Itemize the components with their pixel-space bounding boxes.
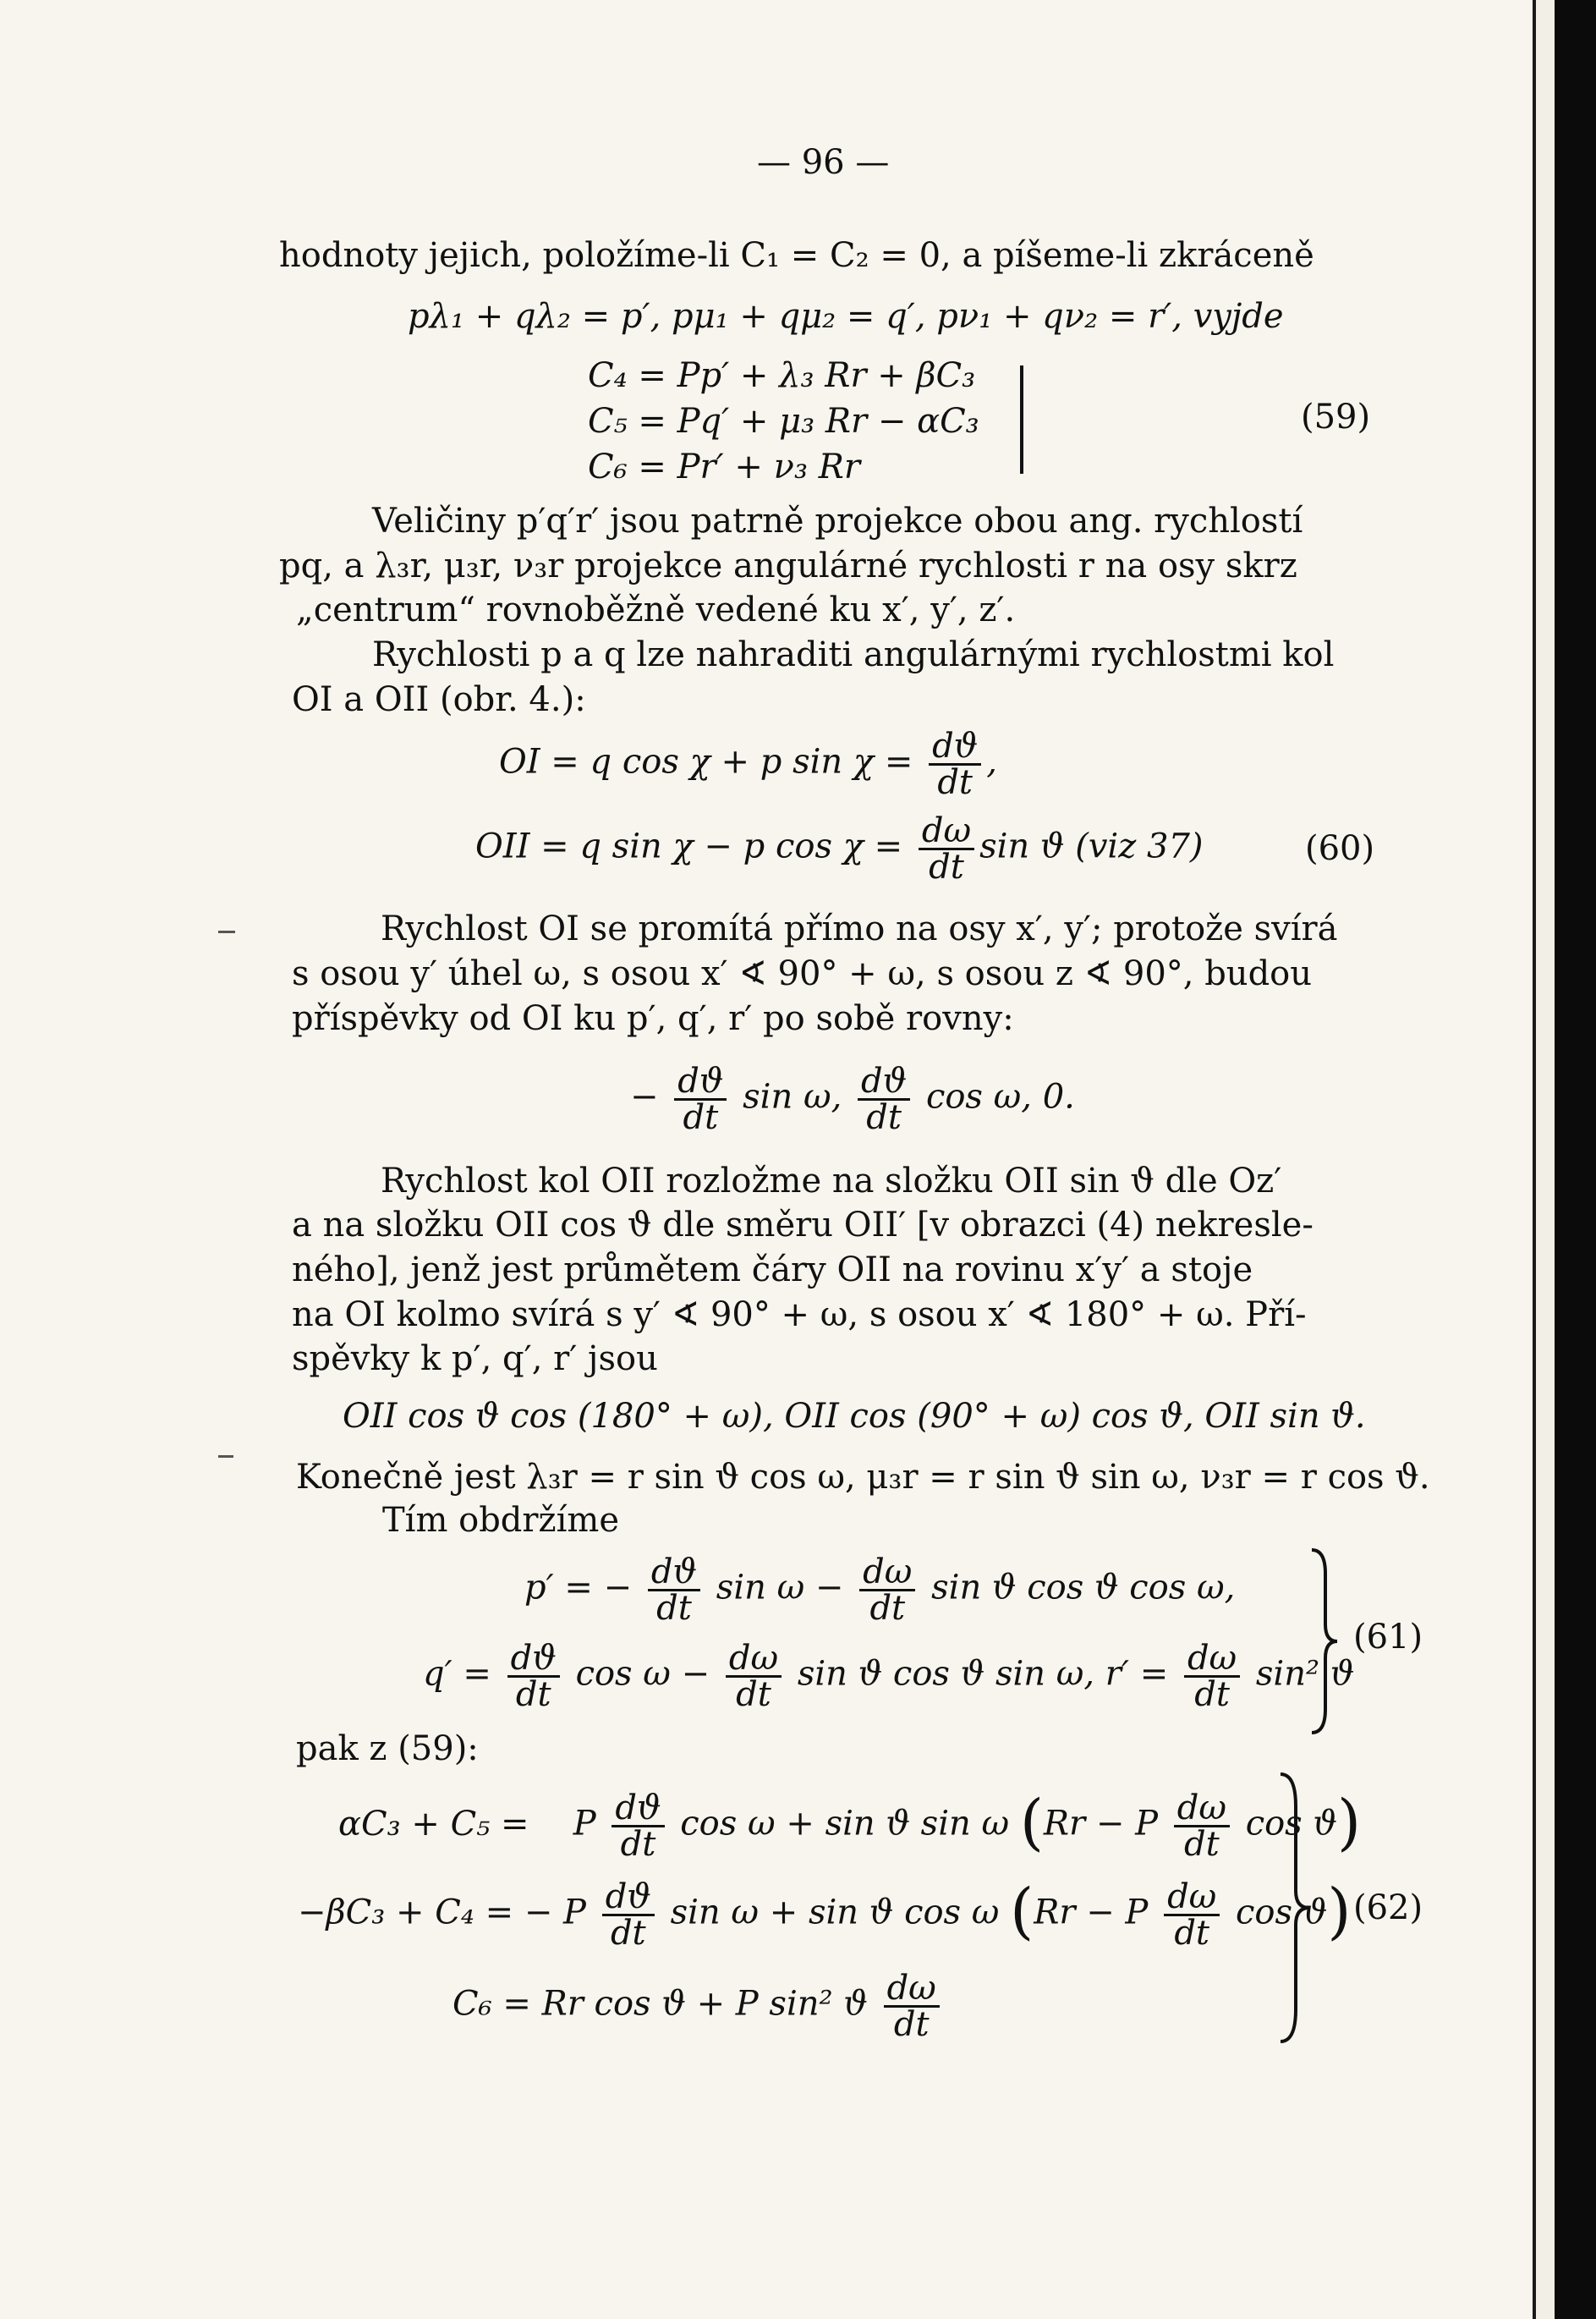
denominator: dt — [937, 763, 974, 802]
eq62-left-1: αC₃ + C₅ = — [338, 1804, 529, 1844]
numerator: dω — [859, 1555, 915, 1591]
numerator: dϑ — [648, 1555, 700, 1591]
page-number: — 96 — — [757, 143, 890, 182]
text-line-5: „centrum“ rovnoběžně vedené ku x′, y′, z′. — [296, 591, 1016, 629]
numerator: dϑ — [929, 729, 981, 766]
equation-60-line-2 — [475, 811, 1204, 887]
denominator: dt — [1174, 1914, 1210, 1953]
fraction — [674, 1064, 727, 1135]
eq60-left-2: OII = q sin χ − p cos χ = — [475, 827, 903, 866]
eq62-in-2: Rr − P — [1034, 1893, 1149, 1932]
numerator: dω — [1184, 1641, 1240, 1678]
text-line-17: Konečně jest λ₃r = r sin ϑ cos ω, μ₃r = r sin ϑ sin ω, ν₃r = r cos ϑ. — [296, 1458, 1430, 1497]
eq61-end-1: sin ϑ cos ϑ cos ω, — [931, 1568, 1236, 1607]
numerator: dω — [919, 814, 974, 850]
left-paren: ( — [1019, 1786, 1044, 1858]
oi-components — [630, 1064, 1075, 1135]
numerator: dω — [1164, 1880, 1220, 1916]
text-line-14: na OI kolmo svírá s y′ ∢ 90° + ω, s osou x′ ∢ 180° + ω. Pří- — [292, 1295, 1307, 1334]
fraction — [507, 1641, 560, 1712]
eq62-mid-1: cos ω + sin ϑ sin ω — [680, 1804, 1010, 1844]
eq60-left-1: OI = q cos χ + p sin χ = — [499, 742, 913, 782]
text-line-3: Veličiny p′q′r′ jsou patrně projekce obou ang. rychlostí — [372, 502, 1303, 541]
brace-59 — [1020, 365, 1023, 474]
equation-61-line-2 — [423, 1641, 1354, 1712]
equation-number-59: (59) — [1301, 398, 1371, 437]
page-edge — [1533, 0, 1555, 2319]
equation-number-61: (61) — [1353, 1618, 1423, 1657]
eq62-left-2: −βC₃ + C₄ = − P — [298, 1893, 586, 1932]
margin-mark — [218, 931, 235, 933]
equation-60-line-1 — [499, 729, 997, 800]
denominator: dt — [515, 1675, 551, 1714]
text-line-9: s osou y′ úhel ω, s osou x′ ∢ 90° + ω, s osou z ∢ 90°, budou — [292, 954, 1313, 993]
eq61-mid2-2: sin ϑ cos ϑ sin ω, r′ = — [797, 1654, 1169, 1694]
eq62-end-2: cos ϑ — [1236, 1893, 1328, 1932]
text-line-19: pak z (59): — [296, 1729, 479, 1768]
equation-59-line-2: C₅ = Pq′ + μ₃ Rr − αC₃ — [588, 402, 979, 441]
equation-number-62: (62) — [1353, 1888, 1423, 1927]
fraction — [726, 1641, 782, 1712]
text-line-13: ného], jenž jest průmětem čáry OII na rovinu x′y′ a stoje — [292, 1250, 1253, 1289]
left-paren: ( — [1010, 1875, 1034, 1947]
fraction — [929, 729, 981, 800]
numerator: dω — [884, 1971, 940, 2008]
eq61-mid-2: cos ω − — [575, 1654, 710, 1694]
numerator: dω — [1174, 1791, 1230, 1827]
eq62-mid-2: sin ω + sin ϑ cos ω — [670, 1893, 1000, 1932]
fraction — [859, 1552, 915, 1628]
text-line-12: a na složku OII cos ϑ dle směru OII′ [v obrazci (4) nekresle- — [292, 1206, 1314, 1245]
denominator: dt — [656, 1589, 692, 1628]
denominator: dt — [610, 1914, 646, 1953]
fraction — [884, 1969, 940, 2044]
numerator: dω — [726, 1641, 782, 1678]
fraction — [858, 1064, 910, 1135]
eq60-comma: , — [986, 742, 997, 782]
brace-61 — [1307, 1548, 1341, 1734]
equation-62-line-1 — [338, 1786, 1362, 1864]
equation-62-line-3 — [452, 1969, 945, 2044]
text-line-16: OII cos ϑ cos (180° + ω), OII cos (90° + ω) cos ϑ, OII sin ϑ. — [343, 1397, 1366, 1436]
text-line-4: pq, a λ₃r, μ₃r, ν₃r projekce angulárné rychlosti r na osy skrz — [279, 547, 1297, 585]
eq62-in-1: Rr − P — [1043, 1804, 1159, 1844]
fraction — [1174, 1789, 1230, 1864]
numerator: dϑ — [612, 1791, 664, 1827]
eq61-left-1: p′ = − — [524, 1568, 633, 1607]
equation-61-line-1 — [524, 1552, 1236, 1628]
equation-number-60: (60) — [1305, 829, 1375, 868]
text-line-8: Rychlost OI se promítá přímo na osy x′, y′; protože svírá — [381, 909, 1338, 948]
text-line-18: Tím obdržíme — [382, 1501, 619, 1540]
eq60-end: sin ϑ (viz 37) — [979, 827, 1204, 866]
eq62-P: P — [573, 1804, 596, 1844]
text-line-2: pλ₁ + qλ₂ = p′, pμ₁ + qμ₂ = q′, pν₁ + qν₂ = r′, vyjde — [408, 297, 1284, 336]
eq61-end-2: sin² ϑ — [1255, 1654, 1355, 1694]
minus-sign: − — [630, 1077, 659, 1117]
scan-border — [1555, 0, 1596, 2319]
denominator: dt — [866, 1098, 902, 1137]
numerator: dϑ — [602, 1880, 655, 1916]
eq61-mid-1: sin ω − — [716, 1568, 844, 1607]
text-line-11: Rychlost kol OII rozložme na složku OII sin ϑ dle Oz′ — [381, 1162, 1282, 1201]
denominator: dt — [683, 1098, 719, 1137]
denominator: dt — [929, 848, 964, 887]
text-line-6: Rychlosti p a q lze nahraditi angulárnými rychlostmi kol — [372, 635, 1335, 674]
brace-62 — [1275, 1772, 1313, 2043]
numerator: dϑ — [858, 1064, 910, 1101]
right-paren: ) — [1327, 1875, 1352, 1947]
fraction — [602, 1877, 655, 1953]
denominator: dt — [736, 1675, 771, 1714]
numerator: dϑ — [674, 1064, 727, 1101]
fraction — [612, 1789, 664, 1864]
denominator: dt — [1194, 1675, 1230, 1714]
text-line-7: OI a OII (obr. 4.): — [292, 680, 586, 719]
eq61-left-2: q′ = — [423, 1654, 491, 1694]
equation-59-line-1: C₄ = Pp′ + λ₃ Rr + βC₃ — [588, 356, 976, 395]
denominator: dt — [620, 1825, 656, 1864]
denominator: dt — [869, 1589, 906, 1628]
fraction — [919, 811, 974, 887]
fraction — [1184, 1641, 1240, 1712]
equation-62-line-2 — [298, 1875, 1352, 1953]
fraction — [648, 1552, 700, 1628]
text-line-10: příspěvky od OI ku p′, q′, r′ po sobě rovny: — [292, 999, 1014, 1038]
equation-59-line-3: C₆ = Pr′ + ν₃ Rr — [588, 448, 860, 486]
right-paren: ) — [1337, 1786, 1362, 1858]
eq62-end-1: cos ϑ — [1245, 1804, 1338, 1844]
text-line-1: hodnoty jejich, položíme-li C₁ = C₂ = 0, a píšeme-li zkráceně — [279, 236, 1314, 275]
margin-mark — [218, 1455, 233, 1458]
fraction — [1164, 1877, 1220, 1953]
oi-component-2: cos ω, 0. — [925, 1077, 1075, 1117]
oi-component-1: sin ω, — [743, 1077, 842, 1117]
denominator: dt — [1184, 1825, 1220, 1864]
numerator: dϑ — [507, 1641, 560, 1678]
eq62-left-3: C₆ = Rr cos ϑ + P sin² ϑ — [452, 1984, 868, 2024]
denominator: dt — [893, 2005, 930, 2044]
text-line-15: spěvky k p′, q′, r′ jsou — [292, 1339, 658, 1378]
